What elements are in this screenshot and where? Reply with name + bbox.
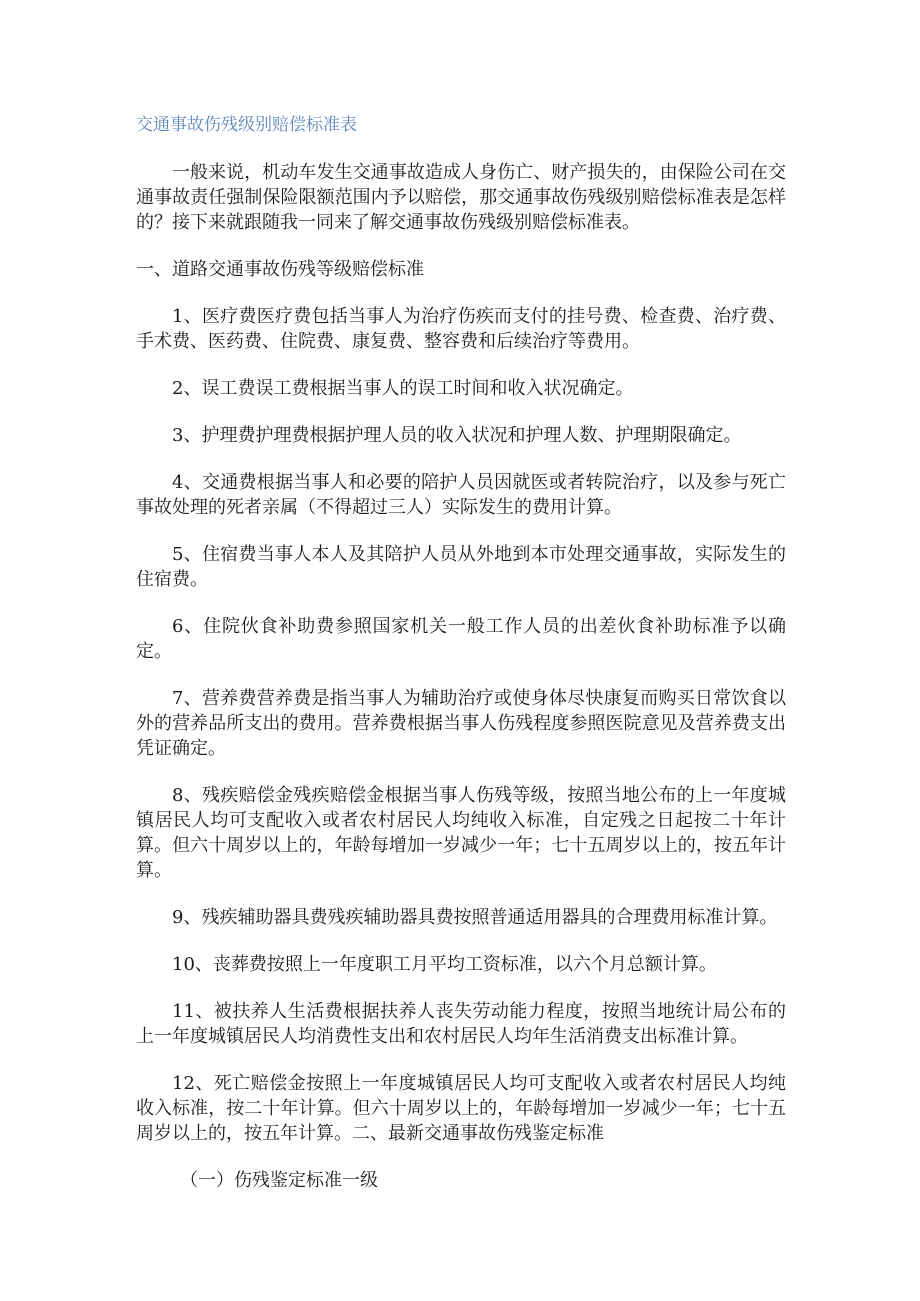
item-paragraph: 4、交通费根据当事人和必要的陪护人员因就医或者转院治疗，以及参与死亡事故处理的死者亲属（不得超过三人）实际发生的费用计算。: [136, 472, 786, 518]
document-body: [136, 112, 786, 1215]
item-paragraph: 10、丧葬费按照上一年度职工月平均工资标准，以六个月总额计算。: [172, 954, 717, 975]
item-paragraph: 7、营养费营养费是指当事人为辅助治疗或使身体尽快康复而购买日常饮食以外的营养品所支出的费用。营养费根据当事人伤残程度参照医院意见及营养费支出凭证确定。: [136, 688, 786, 759]
item-paragraph: 2、误工费误工费根据当事人的误工时间和收入状况确定。: [172, 378, 634, 399]
intro-paragraph: 一般来说，机动车发生交通事故造成人身伤亡、财产损失的，由保险公司在交通事故责任强制保险限额范围内予以赔偿，那交通事故伤残级别赔偿标准表是怎样的？接下来就跟随我一同来了解交通事故伤残级别赔偿标准表。: [136, 162, 786, 233]
item-paragraph: 6、住院伙食补助费参照国家机关一般工作人员的出差伙食补助标准予以确定。: [136, 616, 786, 662]
document-title: 交通事故伤残级别赔偿标准表: [136, 115, 357, 135]
section-heading: 一、道路交通事故伤残等级赔偿标准: [136, 259, 424, 280]
item-paragraph: 3、护理费护理费根据护理人员的收入状况和护理人数、护理期限确定。: [172, 425, 742, 446]
item-paragraph: 9、残疾辅助器具费残疾辅助器具费按照普通适用器具的合理费用标准计算。: [172, 907, 778, 928]
item-paragraph: 1、医疗费医疗费包括当事人为治疗伤疾而支付的挂号费、检查费、治疗费、手术费、医药费、住院费、康复费、整容费和后续治疗等费用。: [136, 306, 786, 352]
subheading: （一）伤残鉴定标准一级: [180, 1170, 378, 1191]
item-paragraph: 8、残疾赔偿金残疾赔偿金根据当事人伤残等级，按照当地公布的上一年度城镇居民人均可支配收入或者农村居民人均纯收入标准，自定残之日起按二十年计算。但六十周岁以上的，年龄每增加一岁减少一年；七十五周岁以上的，按五年计算。: [136, 785, 786, 881]
item-paragraph: 12、死亡赔偿金按照上一年度城镇居民人均可支配收入或者农村居民人均纯收入标准，按二十年计算。但六十周岁以上的，年龄每增加一岁减少一年；七十五周岁以上的，按五年计算。二、最新交通事故伤残鉴定标准: [136, 1073, 786, 1144]
item-paragraph: 11、被扶养人生活费根据扶养人丧失劳动能力程度，按照当地统计局公布的上一年度城镇居民人均消费性支出和农村居民人均年生活消费支出标准计算。: [136, 1001, 786, 1047]
item-paragraph: 5、住宿费当事人本人及其陪护人员从外地到本市处理交通事故，实际发生的住宿费。: [136, 544, 786, 590]
